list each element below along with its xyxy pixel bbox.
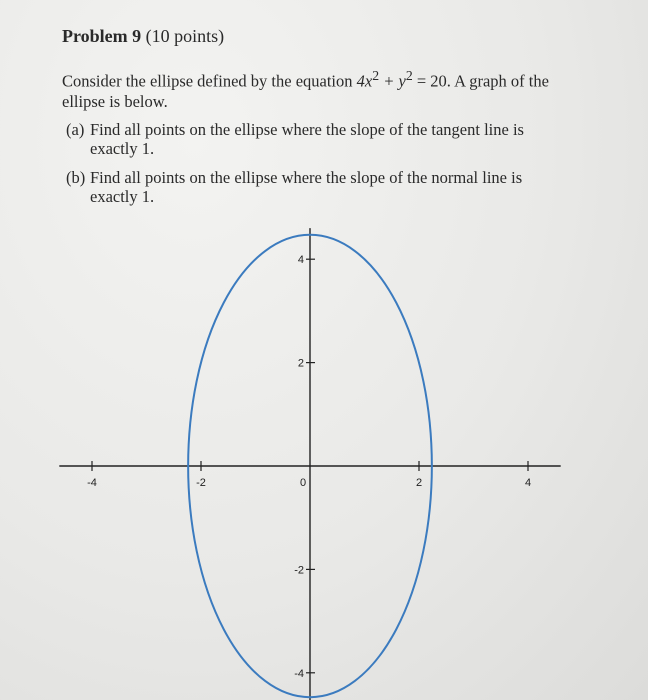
part-b-line2: exactly 1. bbox=[90, 187, 155, 206]
y-tick-label: 4 bbox=[297, 254, 304, 267]
part-b-label: (b) bbox=[66, 168, 86, 187]
y-tick-label: -2 bbox=[294, 564, 304, 577]
part-a-label: (a) bbox=[66, 120, 85, 139]
x-tick-label: -4 bbox=[87, 477, 97, 489]
part-a-line2: exactly 1. bbox=[90, 139, 155, 158]
part-b-line1: Find all points on the ellipse where the slope of the normal line is bbox=[90, 168, 523, 187]
equation-exp-2: 2 bbox=[405, 68, 413, 83]
equation-mid: + y bbox=[379, 71, 406, 91]
intro-text-before: Consider the ellipse defined by the equation bbox=[62, 71, 357, 91]
x-tick-label: -2 bbox=[196, 477, 206, 489]
problem-points: (10 points) bbox=[145, 26, 225, 46]
part-a-line1: Find all points on the ellipse where the slope of the tangent line is bbox=[90, 120, 524, 139]
axes bbox=[59, 228, 560, 700]
x-tick-label: 2 bbox=[415, 477, 423, 489]
ticks bbox=[87, 254, 531, 680]
problem-title: Problem 9 bbox=[62, 26, 142, 46]
equation-exp-1: 2 bbox=[372, 68, 380, 83]
intro-text-after: A graph of the ellipse is below. bbox=[62, 71, 549, 111]
x-tick-label: 4 bbox=[524, 477, 532, 489]
y-tick-label: 2 bbox=[297, 357, 304, 370]
x-tick-label: 0 bbox=[299, 477, 307, 489]
equation-rhs: = 20. bbox=[412, 71, 451, 91]
equation-lhs: 4x bbox=[356, 71, 373, 91]
y-tick-label: -4 bbox=[294, 667, 304, 680]
